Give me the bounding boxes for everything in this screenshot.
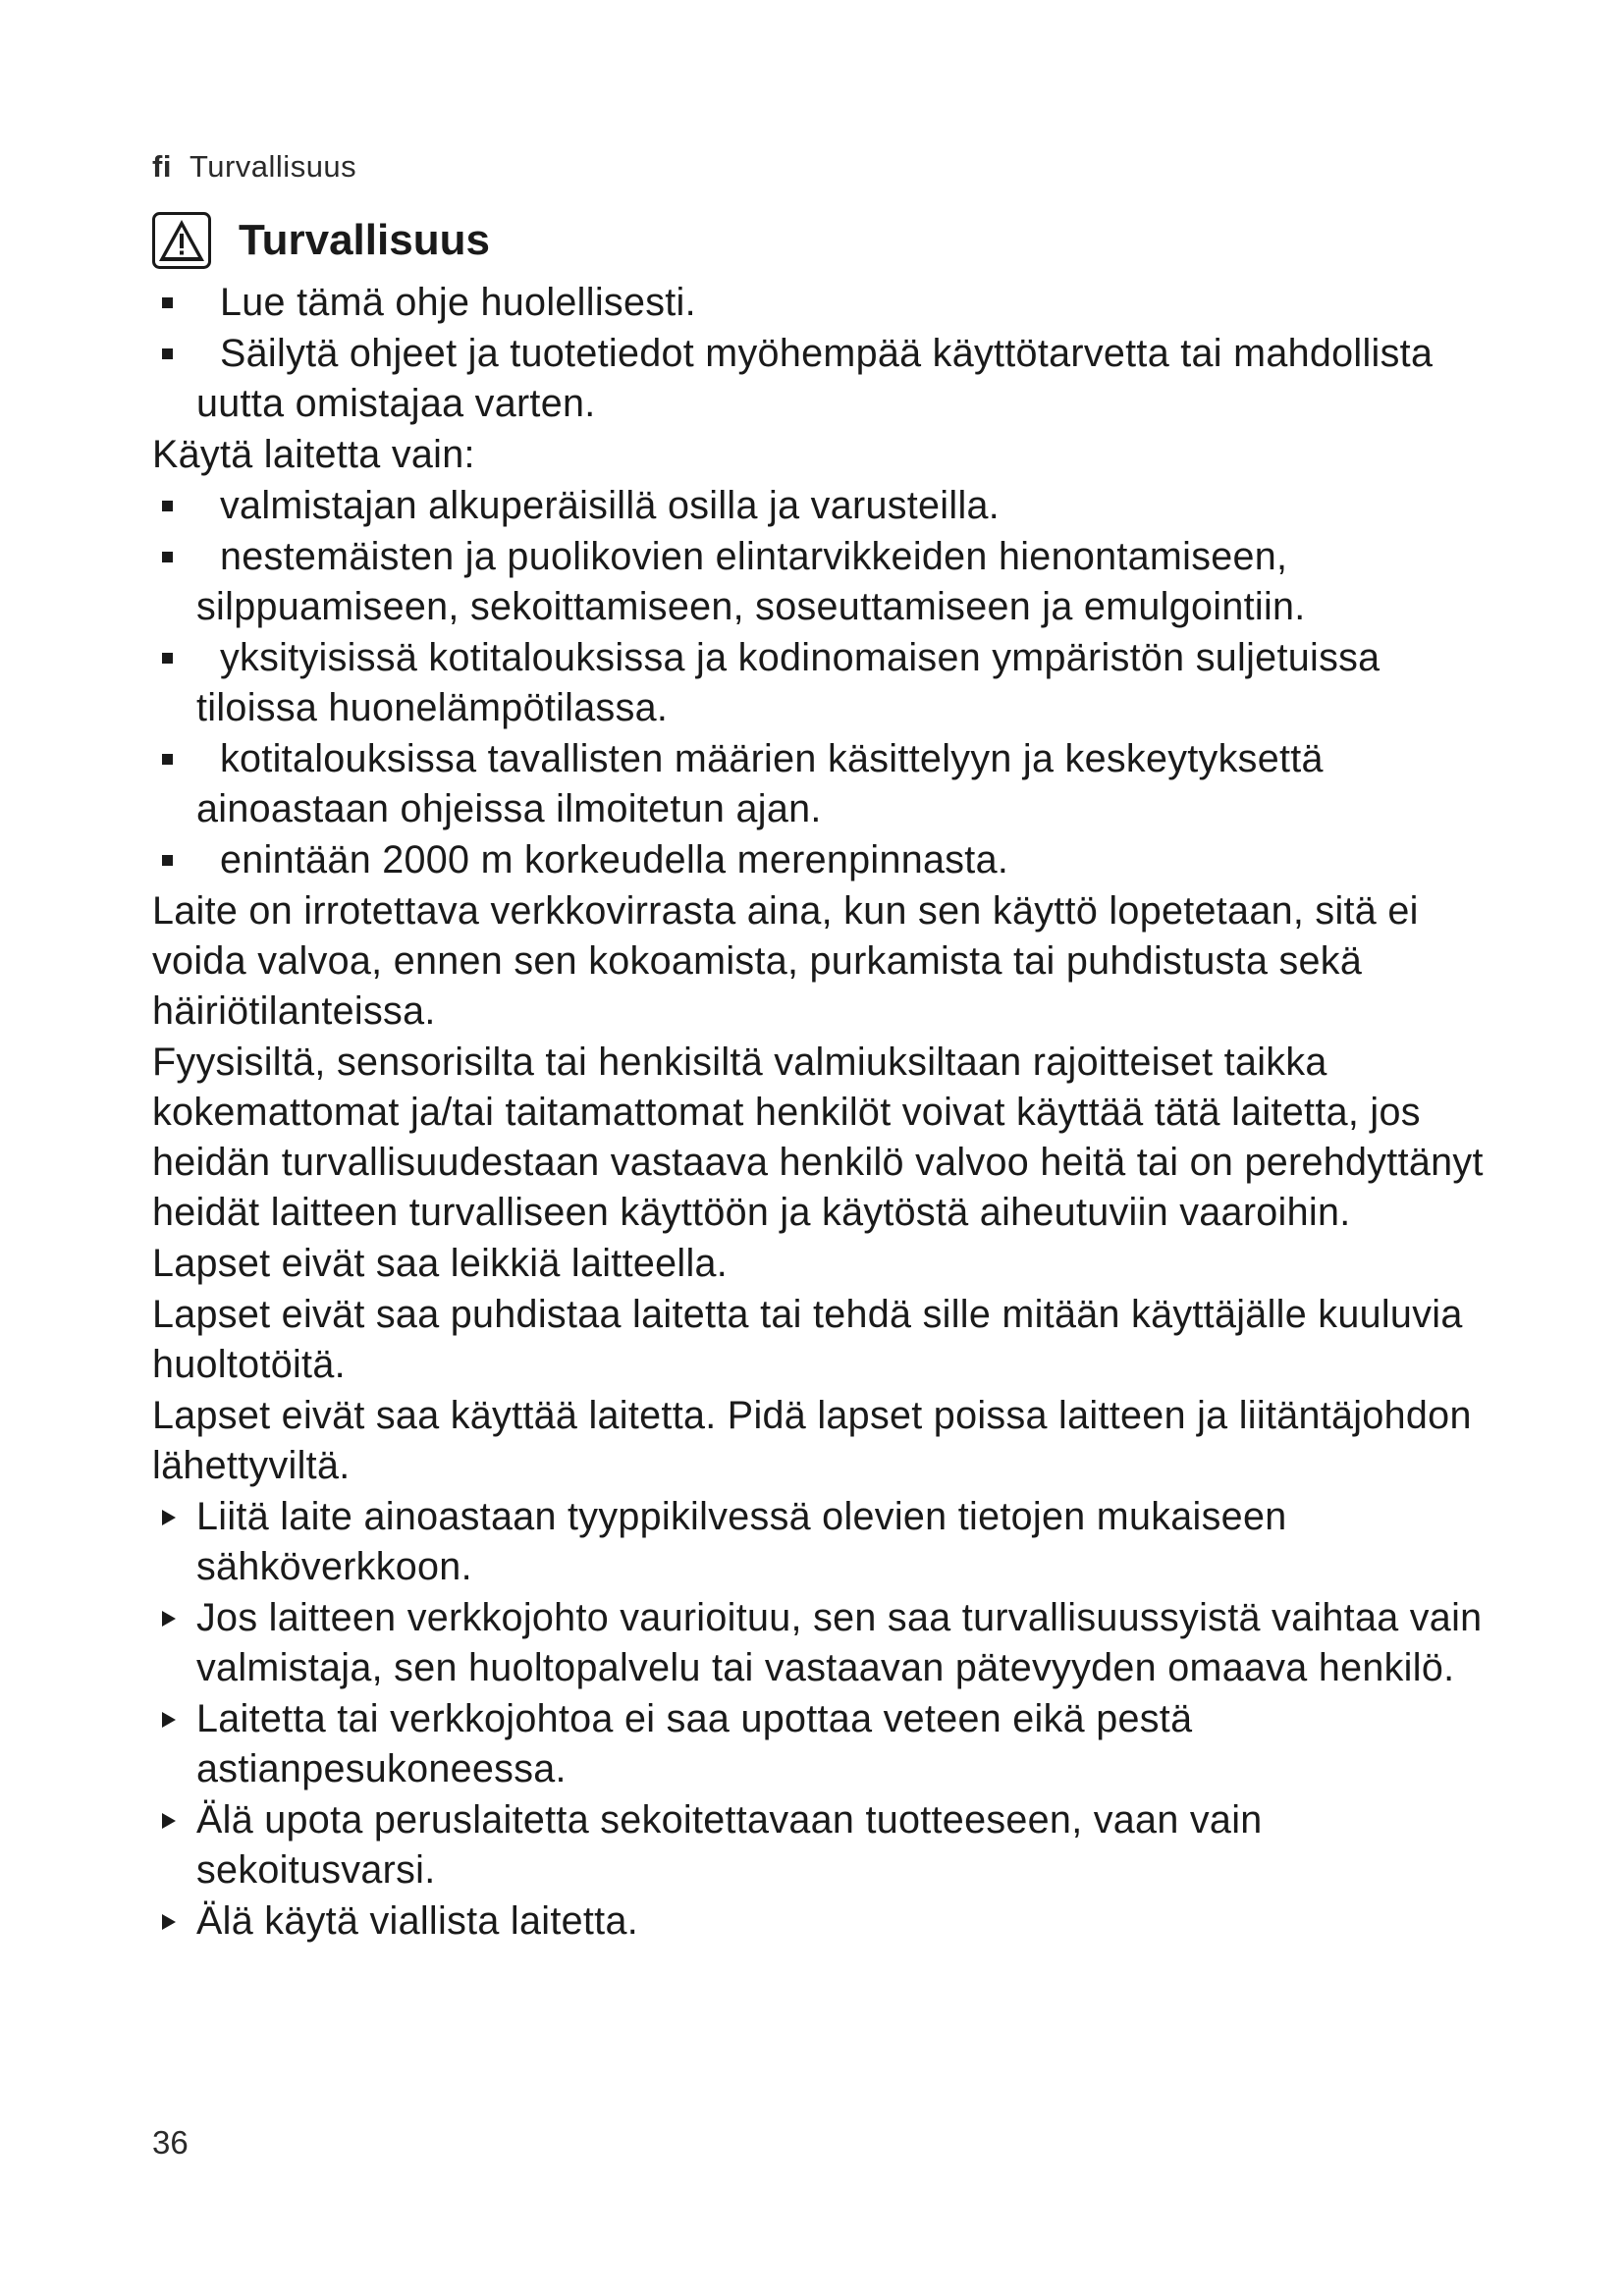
bullet-text: Lue tämä ohje huolellisesti. [220, 281, 696, 324]
paragraph: Fyysisiltä, sensorisilta tai henkisiltä valmiuksiltaan rajoitteiset taikka kokemattomat ja/tai taitamattomat henkilöt voivat käyttää tätä laitetta, jos heidän turvallisuudestaan vastaava henkilö valvoo heitä tai on perehdyttänyt heidät laitteen turvalliseen käyttöön ja käytöstä aiheutuviin vaaroihin. [152, 1041, 1484, 1234]
bullet-text: kotitalouksissa tavallisten määrien käsittelyyn ja keskeytyksettä ainoastaan ohjeissa ilmoitetun ajan. [196, 737, 1324, 830]
paragraph: Lapset eivät saa leikkiä laitteella. [152, 1242, 729, 1285]
action-text: Jos laitteen verkkojohto vaurioituu, sen saa turvallisuussyistä vaihtaa vain valmistaja, sen huoltopalvelu tai vastaavan pätevyyden omaava henkilö. [196, 1596, 1483, 1689]
running-header [152, 149, 356, 185]
bullet-text: yksityisissä kotitalouksissa ja kodinomaisen ympäristön suljetuissa tiloissa huonelämpötilassa. [196, 636, 1380, 729]
language-code: fi [152, 149, 172, 184]
bullet-text: nestemäisten ja puolikovien elintarvikkeiden hienontamiseen, silppuamiseen, sekoittamiseen, soseuttamiseen ja emulgointiin. [196, 535, 1306, 628]
paragraph: Lapset eivät saa käyttää laitetta. Pidä lapset poissa laitteen ja liitäntäjohdon lähettyviltä. [152, 1394, 1472, 1487]
action-text: Liitä laite ainoastaan tyyppikilvessä olevien tietojen mukaiseen sähköverkkoon. [196, 1495, 1287, 1588]
action-item [152, 1694, 1507, 1794]
use-bullet-item [152, 532, 1507, 632]
action-item [152, 1896, 1507, 1947]
arrow-bullet-icon [162, 1914, 176, 1930]
action-item [152, 1492, 1507, 1592]
square-bullet-icon [162, 297, 173, 308]
intro-bullet-item [152, 329, 1507, 429]
arrow-bullet-icon [162, 1510, 176, 1525]
square-bullet-icon [162, 754, 173, 765]
page-number: 36 [152, 2124, 189, 2161]
action-text: Laitetta tai verkkojohtoa ei saa upottaa veteen eikä pestä astianpesukoneessa. [196, 1697, 1193, 1790]
square-bullet-icon [162, 653, 173, 664]
use-heading: Käytä laitetta vain: [152, 433, 475, 476]
arrow-bullet-icon [162, 1712, 176, 1728]
use-bullet-item [152, 734, 1507, 834]
bullet-text: Säilytä ohjeet ja tuotetiedot myöhempää käyttötarvetta tai mahdollista uutta omistajaa varten. [196, 332, 1434, 425]
section-title: Turvallisuus [239, 216, 490, 264]
bullet-text: enintään 2000 m korkeudella merenpinnasta. [220, 838, 1009, 881]
safety-content [152, 278, 1507, 1948]
action-text: Älä käytä viallista laitetta. [196, 1899, 638, 1943]
bullet-text: valmistajan alkuperäisillä osilla ja varusteilla. [220, 484, 1001, 527]
square-bullet-icon [162, 552, 173, 562]
action-text: Älä upota peruslaitetta sekoitettavaan tuotteeseen, vaan vain sekoitusvarsi. [196, 1798, 1263, 1892]
use-bullet-item [152, 481, 1507, 531]
arrow-bullet-icon [162, 1813, 176, 1829]
use-bullet-item [152, 835, 1507, 885]
section-title-row [152, 212, 490, 269]
use-bullet-item [152, 633, 1507, 733]
action-item [152, 1795, 1507, 1896]
warning-triangle-icon [152, 212, 211, 269]
action-item [152, 1593, 1507, 1693]
intro-bullet-item [152, 278, 1507, 328]
square-bullet-icon [162, 348, 173, 359]
paragraph: Lapset eivät saa puhdistaa laitetta tai tehdä sille mitään käyttäjälle kuuluvia huoltotöitä. [152, 1293, 1463, 1386]
arrow-bullet-icon [162, 1611, 176, 1627]
square-bullet-icon [162, 501, 173, 511]
paragraph: Laite on irrotettava verkkovirrasta aina, kun sen käyttö lopetetaan, sitä ei voida valvoa, ennen sen kokoamista, purkamista tai puhdistusta sekä häiriötilanteissa. [152, 889, 1419, 1033]
header-section: Turvallisuus [189, 149, 357, 184]
square-bullet-icon [162, 855, 173, 866]
